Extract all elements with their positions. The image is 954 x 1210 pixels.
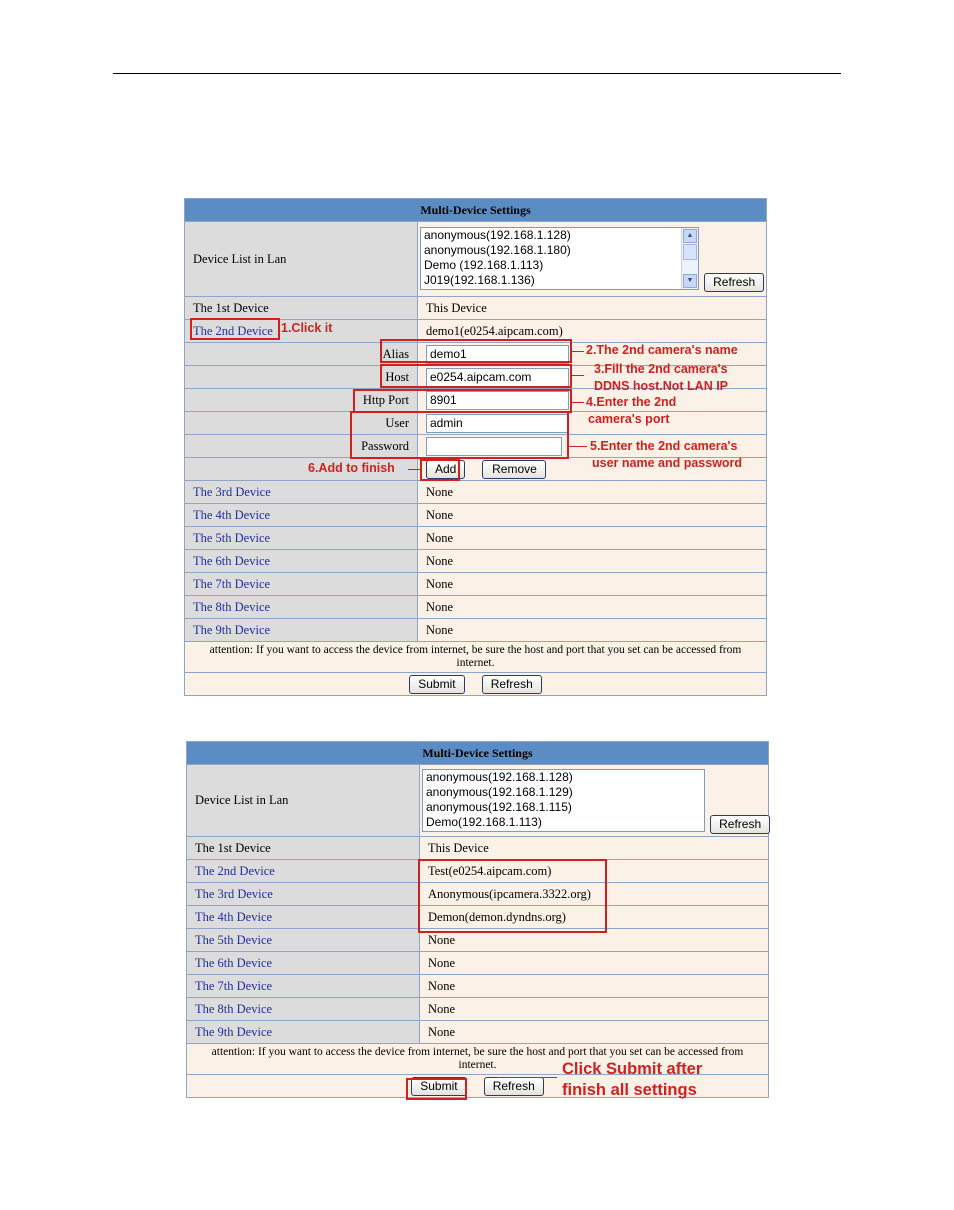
highlight-add (420, 459, 460, 481)
device-value: None (418, 550, 767, 573)
attention-note: attention: If you want to access the device from internet, be sure the host and port that you set can be accessed from internet. (187, 1044, 769, 1075)
device-value: demo1(e0254.aipcam.com) (418, 320, 767, 343)
device-link[interactable]: The 3rd Device (185, 481, 418, 504)
user-input[interactable]: admin (426, 414, 569, 433)
device-list-item[interactable]: anonymous(192.168.1.128) (426, 769, 573, 784)
highlight-added-devices (418, 859, 607, 933)
scroll-down-icon[interactable]: ▼ (683, 274, 697, 288)
password-label: Password (185, 435, 418, 458)
device-link[interactable]: The 6th Device (185, 550, 418, 573)
add-button[interactable]: Add (426, 460, 465, 479)
panel-title: Multi-Device Settings (187, 742, 769, 765)
submit-button[interactable]: Submit (411, 1077, 466, 1096)
highlight-host (380, 364, 572, 388)
highlight-credentials (350, 411, 569, 459)
device-list-box[interactable] (420, 227, 699, 290)
device-label: The 1st Device (187, 837, 420, 860)
highlight-port (353, 389, 572, 413)
device-value: None (420, 1021, 769, 1044)
device-value: Demon(demon.dyndns.org) (420, 906, 769, 929)
device-link[interactable]: The 9th Device (185, 619, 418, 642)
device-label: The 1st Device (185, 297, 418, 320)
device-list-item[interactable]: anonymous(192.168.1.115) (426, 799, 572, 814)
scroll-thumb[interactable] (683, 244, 697, 260)
device-value: This Device (420, 837, 769, 860)
device-list-item[interactable]: anonymous(192.168.1.128) (424, 228, 571, 242)
device-list-label: Device List in Lan (185, 222, 418, 297)
list-scrollbar[interactable] (681, 228, 698, 289)
device-list-box[interactable] (422, 769, 705, 832)
alias-input[interactable]: demo1 (426, 345, 569, 364)
device-value: None (420, 998, 769, 1021)
highlight-submit (406, 1078, 467, 1100)
device-value: Test(e0254.aipcam.com) (420, 860, 769, 883)
device-link[interactable]: The 9th Device (187, 1021, 420, 1044)
page-header-rule (113, 73, 841, 74)
remove-button[interactable]: Remove (482, 460, 546, 479)
device-value: None (418, 527, 767, 550)
attention-note: attention: If you want to access the device from internet, be sure the host and port that you set can be accessed from internet. (185, 642, 767, 673)
device-value: None (420, 929, 769, 952)
device-list-item[interactable]: J019(192.168.1.136) (424, 273, 535, 287)
annotation-step1: 1.Click it (281, 321, 333, 335)
device-value: None (418, 504, 767, 527)
device-list-refresh-button[interactable]: Refresh (704, 273, 764, 292)
alias-label: Alias (185, 343, 418, 366)
device-list-item[interactable]: Demo(192.168.1.113) (426, 814, 542, 829)
user-label: User (185, 412, 418, 435)
submit-button[interactable]: Submit (409, 675, 464, 694)
annotation-step3-line2: DDNS host.Not LAN IP (594, 379, 729, 393)
device-link[interactable]: The 5th Device (187, 929, 420, 952)
device-list-refresh-button[interactable]: Refresh (710, 815, 770, 834)
host-input[interactable]: e0254.aipcam.com (426, 368, 569, 387)
device-link[interactable]: The 5th Device (185, 527, 418, 550)
panel-title: Multi-Device Settings (185, 199, 767, 222)
annotation-step6: 6.Add to finish (308, 461, 395, 475)
device-link[interactable]: The 4th Device (185, 504, 418, 527)
annotation-step2: 2.The 2nd camera's name (586, 343, 738, 357)
annotation-step3-line1: 3.Fill the 2nd camera's (594, 362, 728, 376)
refresh-button[interactable]: Refresh (482, 675, 542, 694)
annotation-step4-line2: camera's port (588, 412, 670, 426)
device-list-item[interactable]: Demo (192.168.1.113) (424, 258, 544, 272)
http-port-input[interactable]: 8901 (426, 391, 569, 410)
annotation-submit-line2: finish all settings (562, 1081, 697, 1099)
device-link[interactable]: The 8th Device (185, 596, 418, 619)
device-link[interactable]: The 3rd Device (187, 883, 420, 906)
device-list-item[interactable]: anonymous(192.168.1.129) (426, 784, 573, 799)
scroll-up-icon[interactable]: ▲ (683, 229, 697, 243)
device-value: None (420, 952, 769, 975)
annotation-submit-line1: Click Submit after (562, 1060, 703, 1078)
device-link[interactable]: The 2nd Device (187, 860, 420, 883)
device-list-item[interactable]: anonymous(192.168.1.180) (424, 243, 571, 257)
annotation-step4-line1: 4.Enter the 2nd (586, 395, 677, 409)
annotation-step5-line1: 5.Enter the 2nd camera's (590, 439, 738, 453)
device-link[interactable]: The 7th Device (187, 975, 420, 998)
device-value: None (418, 596, 767, 619)
highlight-2nd-device (190, 318, 280, 340)
device-value: This Device (418, 297, 767, 320)
refresh-button[interactable]: Refresh (484, 1077, 544, 1096)
device-value: None (420, 975, 769, 998)
device-value: None (418, 573, 767, 596)
device-value: Anonymous(ipcamera.3322.org) (420, 883, 769, 906)
device-value: None (418, 619, 767, 642)
device-value: None (418, 481, 767, 504)
device-link[interactable]: The 6th Device (187, 952, 420, 975)
http-port-label: Http Port (185, 389, 418, 412)
highlight-alias (380, 339, 572, 363)
annotation-step5-line2: user name and password (592, 456, 743, 470)
device-list-label: Device List in Lan (187, 765, 420, 837)
device-link[interactable]: The 7th Device (185, 573, 418, 596)
device-link[interactable]: The 8th Device (187, 998, 420, 1021)
device-2-link[interactable]: The 2nd Device (185, 320, 418, 343)
host-label: Host (185, 366, 418, 389)
device-link[interactable]: The 4th Device (187, 906, 420, 929)
